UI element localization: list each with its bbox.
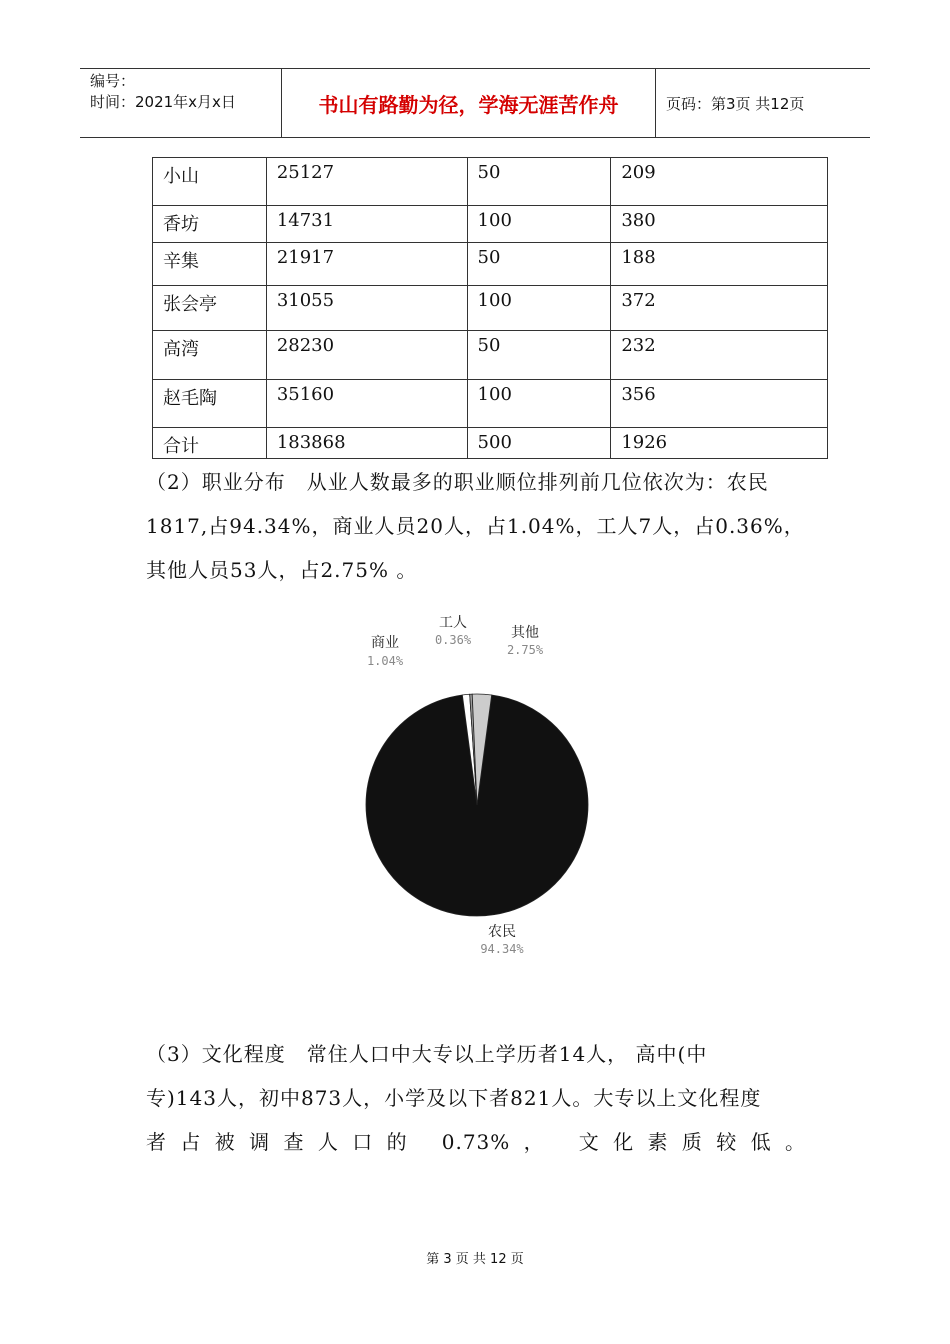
table-cell: 188 (611, 243, 828, 286)
page-footer: 第 3 页 共 12 页 (426, 1252, 524, 1267)
table-cell: 50 (467, 331, 611, 380)
table-cell: 372 (611, 286, 828, 331)
table-cell: 183868 (266, 428, 467, 459)
paragraph-line: 其他人员53人，占2.75% 。 (146, 558, 418, 582)
table-cell: 高湾 (153, 331, 267, 380)
header-page-info: 页码：第3页 共12页 (666, 94, 805, 113)
slice-label: 农民 (488, 924, 516, 940)
table-cell: 50 (467, 158, 611, 206)
table-row (153, 286, 828, 331)
paragraph-line: 专)143人，初中873人，小学及以下者821人。大专以上文化程度 (146, 1086, 762, 1110)
table-cell: 209 (611, 158, 828, 206)
table-cell: 31055 (266, 286, 467, 331)
slice-value-label: 0.36% (434, 633, 472, 647)
table-cell: 35160 (266, 380, 467, 428)
table-cell: 21917 (266, 243, 467, 286)
slice-label: 工人 (439, 615, 467, 631)
table-cell: 100 (467, 286, 611, 331)
slice-label: 其他 (511, 625, 539, 641)
time-label: 时间：2021年x月x日 (90, 93, 236, 111)
page-header (80, 68, 870, 138)
table-cell: 小山 (153, 158, 267, 206)
education-paragraph (146, 1032, 806, 1164)
header-motto: 书山有路勤为径，学海无涯苦作舟 (282, 69, 656, 137)
slice-value-label: 1.04% (366, 654, 404, 668)
table-row (153, 158, 828, 206)
slice-value-label: 94.34% (480, 942, 524, 956)
pie-label-other (507, 625, 544, 657)
paragraph-line: 者占被调查人口的 0.73%， 文化素质较低。 (146, 1130, 806, 1154)
table-cell: 25127 (266, 158, 467, 206)
table-cell: 356 (611, 380, 828, 428)
table-row (153, 206, 828, 243)
table-cell: 香坊 (153, 206, 267, 243)
table-cell: 380 (611, 206, 828, 243)
table-cell: 28230 (266, 331, 467, 380)
table-row (153, 243, 828, 286)
paragraph-line: （2）职业分布 从业人数最多的职业顺位排列前几位依次为：农民 (146, 470, 769, 494)
pie-label-worker (435, 615, 472, 647)
table-cell: 500 (467, 428, 611, 459)
table-cell: 50 (467, 243, 611, 286)
table-cell: 辛集 (153, 243, 267, 286)
table-row (153, 428, 828, 459)
table-cell: 100 (467, 380, 611, 428)
occupation-paragraph (146, 460, 806, 592)
table-cell: 赵毛陶 (153, 380, 267, 428)
table-cell: 1926 (611, 428, 828, 459)
pie-label-commerce (367, 635, 404, 668)
slice-value-label: 2.75% (506, 643, 544, 657)
paragraph-line: （3）文化程度 常住人口中大专以上学历者14人， 高中(中 (146, 1042, 708, 1066)
header-meta (80, 69, 282, 137)
table-cell: 100 (467, 206, 611, 243)
table-row (153, 380, 828, 428)
table-cell: 张会亭 (153, 286, 267, 331)
village-table (152, 157, 828, 459)
table-cell: 合计 (153, 428, 267, 459)
table-cell: 14731 (266, 206, 467, 243)
paragraph-line: 1817,占94.34%，商业人员20人，占1.04%，工人7人，占0.36%， (146, 514, 805, 538)
occupation-pie-chart (340, 605, 620, 965)
table-row (153, 331, 828, 380)
number-label: 编号： (90, 72, 136, 90)
pie-label-farmer (480, 924, 524, 956)
pie-slices (366, 694, 588, 916)
slice-label: 商业 (371, 635, 399, 651)
table-cell: 232 (611, 331, 828, 380)
